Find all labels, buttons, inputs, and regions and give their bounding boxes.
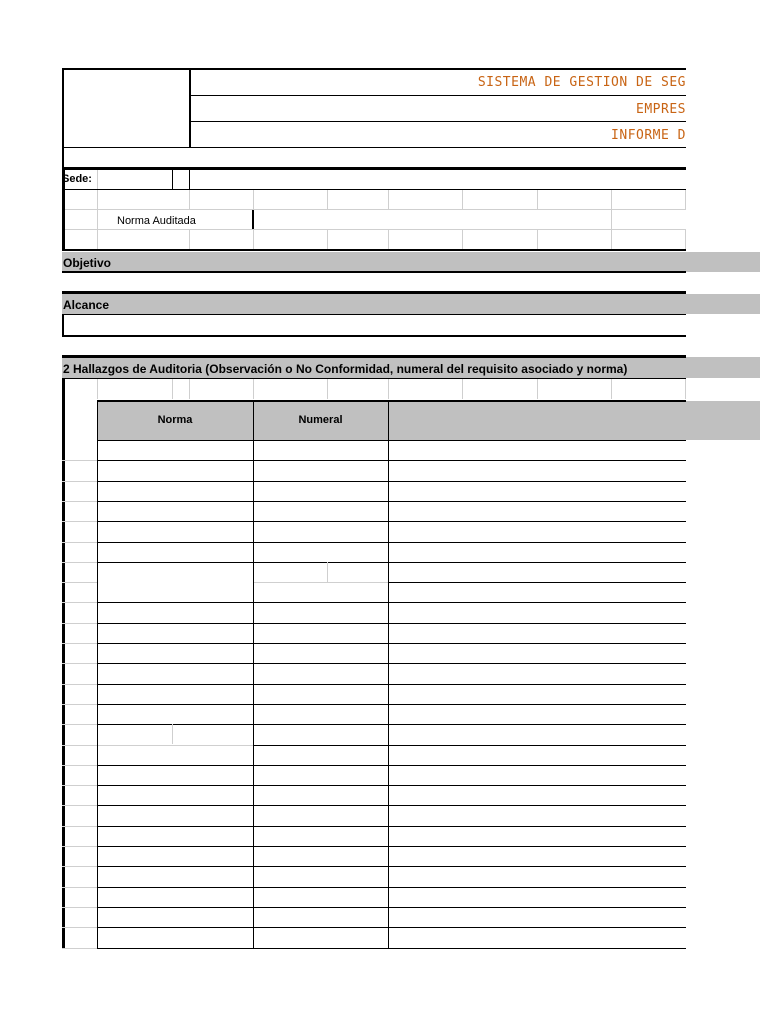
- table-row-line: [97, 684, 686, 685]
- row-margin-line: [62, 602, 97, 603]
- merged-cell-gridline: [327, 562, 328, 582]
- table-row-line: [97, 663, 686, 664]
- row-margin-line: [62, 501, 97, 502]
- column-line-numeral: [253, 400, 254, 948]
- row-margin-line: [62, 866, 97, 867]
- row-margin-line: [62, 887, 97, 888]
- row-margin-line: [62, 765, 97, 766]
- merged-cell-gridline: [172, 724, 173, 744]
- column-line-description: [388, 400, 389, 948]
- column-line-norma: [97, 400, 98, 948]
- table-row-line: [97, 927, 686, 928]
- table-row-line: [97, 826, 686, 827]
- table-row-line: [97, 643, 686, 644]
- table-row-line: [97, 623, 686, 624]
- table-top-border: [97, 400, 686, 402]
- column-header-norma: Norma: [157, 414, 193, 426]
- table-row-line: [97, 460, 686, 461]
- table-row-line: [97, 481, 686, 482]
- header-title-line3: INFORME D: [611, 128, 686, 143]
- row-margin-line: [62, 745, 97, 746]
- row-margin-line: [62, 663, 97, 664]
- norma-auditada-label: Norma Auditada: [117, 215, 196, 227]
- table-row-line: [97, 724, 686, 725]
- table-row-line: [97, 602, 686, 603]
- row-margin-line: [62, 623, 97, 624]
- table-row-line: [253, 745, 686, 746]
- row-margin-line: [62, 481, 97, 482]
- table-row-line: [97, 785, 686, 786]
- row-margin-line: [62, 846, 97, 847]
- table-row-line: [97, 704, 686, 705]
- row-margin-line: [62, 805, 97, 806]
- row-margin-line: [62, 643, 97, 644]
- header-title-line2: EMPRES: [636, 102, 686, 117]
- row-margin-line: [62, 521, 97, 522]
- sede-label: Sede:: [62, 173, 92, 185]
- table-row-line: [97, 562, 253, 563]
- table-row-line: [97, 887, 686, 888]
- table-row-line: [97, 501, 686, 502]
- alcance-label: Alcance: [63, 298, 110, 312]
- table-row-line: [97, 765, 686, 766]
- table-row-line: [97, 846, 686, 847]
- table-row-line: [97, 521, 686, 522]
- row-margin-line: [62, 562, 97, 563]
- table-row-line: [97, 948, 686, 949]
- row-margin-line: [62, 542, 97, 543]
- row-margin-line: [62, 948, 97, 949]
- table-row-line: [97, 805, 686, 806]
- hallazgos-label: 2 Hallazgos de Auditoria (Observación o No Conformidad, numeral del requisito asociado y norma): [63, 362, 628, 376]
- row-margin-line: [62, 826, 97, 827]
- table-row-line: [97, 542, 686, 543]
- objetivo-label: Objetivo: [63, 256, 112, 270]
- table-row-line: [388, 582, 686, 583]
- column-header-numeral: Numeral: [298, 414, 343, 426]
- row-margin-line: [62, 460, 97, 461]
- row-margin-line: [62, 785, 97, 786]
- row-margin-line: [62, 724, 97, 725]
- header-title-line1: SISTEMA DE GESTION DE SEG: [477, 75, 686, 90]
- table-row-line: [97, 866, 686, 867]
- row-margin-line: [62, 582, 97, 583]
- row-margin-line: [62, 927, 97, 928]
- table-row-line: [253, 582, 388, 583]
- row-margin-line: [62, 907, 97, 908]
- table-row-line: [97, 907, 686, 908]
- row-margin-line: [62, 684, 97, 685]
- table-header-bottom: [97, 440, 686, 441]
- row-margin-line: [62, 704, 97, 705]
